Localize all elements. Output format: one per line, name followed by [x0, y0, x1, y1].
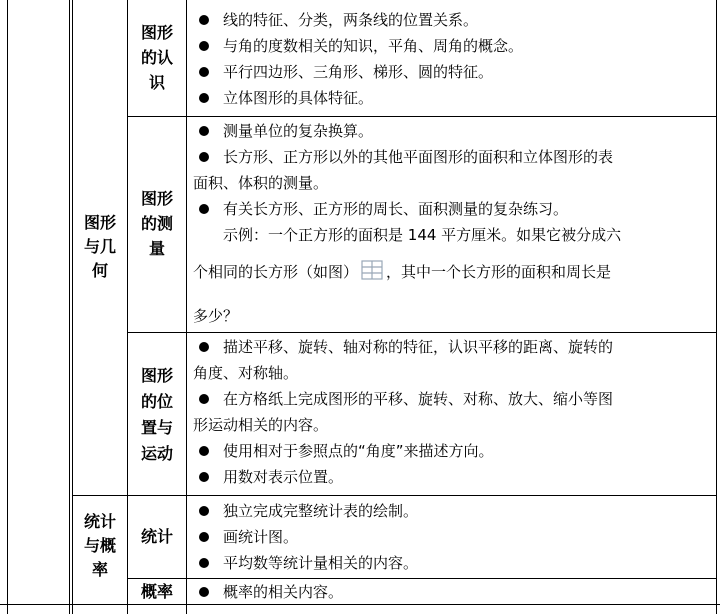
divided-square-icon — [361, 251, 383, 299]
list-item: 有关长方形、正方形的周长、面积测量的复杂练习。 — [193, 196, 715, 222]
section-probability-content — [193, 579, 715, 605]
section-recognition-content — [193, 7, 715, 111]
bullet-icon — [199, 67, 209, 77]
category-statistics-line-1: 统计 — [83, 512, 116, 531]
list-item-continuation: 角度、对称轴。 — [193, 364, 299, 382]
section-measurement-label — [128, 186, 186, 261]
bullet-icon — [199, 204, 209, 214]
section-position-line-2: 的位 — [140, 392, 173, 411]
section-recognition-label — [128, 20, 186, 95]
list-item: 长方形、正方形以外的其他平面图形的面积和立体图形的表 — [193, 144, 715, 170]
list-item: 立体图形的具体特征。 — [193, 85, 715, 111]
category-statistics-label — [73, 510, 127, 582]
category-geometry-line-3: 何 — [91, 261, 108, 280]
bullet-icon — [199, 446, 209, 456]
category-geometry-line-2: 与几 — [83, 237, 116, 256]
section-position-line-4: 运动 — [140, 444, 173, 463]
list-item: 画统计图。 — [193, 524, 715, 550]
example-line-3: 多少？ — [193, 307, 239, 325]
list-item: 概率的相关内容。 — [193, 579, 715, 605]
list-item: 测量单位的复杂换算。 — [193, 118, 715, 144]
bullet-icon — [199, 532, 209, 542]
example-line-1: 示例：一个正方形的面积是 144 平方厘米。如果它被分成六 — [223, 226, 622, 244]
list-item-continuation: 形运动相关的内容。 — [193, 416, 329, 434]
section-recognition-line-3: 识 — [148, 73, 165, 92]
section-statistics-text: 统计 — [140, 527, 173, 546]
section-recognition-line-2: 的认 — [140, 48, 173, 67]
list-item: 平行四边形、三角形、梯形、圆的特征。 — [193, 59, 715, 85]
section-statistics-label — [128, 524, 186, 549]
list-item: 使用相对于参照点的“角度”来描述方向。 — [193, 438, 715, 464]
list-item-continuation: 面积、体积的测量。 — [193, 174, 329, 192]
section-recognition-line-1: 图形 — [140, 23, 173, 42]
bullet-icon — [199, 15, 209, 25]
bullet-icon — [199, 93, 209, 103]
category-statistics-line-2: 与概 — [83, 536, 116, 555]
column-divider-category — [69, 0, 70, 614]
bullet-icon — [199, 152, 209, 162]
bullet-icon — [199, 558, 209, 568]
section-measurement-line-1: 图形 — [140, 189, 173, 208]
section-probability-label — [128, 579, 186, 604]
section-position-content — [193, 334, 715, 490]
bullet-icon — [199, 394, 209, 404]
row-divider-1 — [127, 116, 717, 117]
bullet-icon — [199, 342, 209, 352]
list-item: 线的特征、分类，两条线的位置关系。 — [193, 7, 715, 33]
section-statistics-content — [193, 498, 715, 576]
bullet-icon — [199, 126, 209, 136]
category-geometry-label — [73, 211, 127, 283]
section-measurement-line-3: 量 — [148, 239, 165, 258]
bullet-icon — [199, 41, 209, 51]
row-divider-3 — [72, 495, 717, 496]
list-item: 与角的度数相关的知识，平角、周角的概念。 — [193, 33, 715, 59]
bullet-icon — [199, 506, 209, 516]
list-item: 平均数等统计量相关的内容。 — [193, 550, 715, 576]
section-position-line-1: 图形 — [140, 366, 173, 385]
section-position-line-3: 置与 — [140, 418, 173, 437]
column-divider-content — [186, 0, 187, 614]
category-geometry-line-1: 图形 — [83, 213, 116, 232]
table-border-right — [716, 0, 717, 614]
example-line-2: 个相同的长方形（如图） ，其中一个长方形的面积和周长是 — [193, 248, 715, 299]
section-position-label — [128, 363, 186, 467]
section-measurement-content — [193, 118, 715, 333]
list-item: 描述平移、旋转、轴对称的特征，认识平移的距离、旋转的 — [193, 334, 715, 360]
table-border-left — [7, 0, 8, 614]
list-item: 在方格纸上完成图形的平移、旋转、对称、放大、缩小等图 — [193, 386, 715, 412]
list-item: 独立完成完整统计表的绘制。 — [193, 498, 715, 524]
list-item: 用数对表示位置。 — [193, 464, 715, 490]
section-measurement-line-2: 的测 — [140, 214, 173, 233]
bullet-icon — [199, 587, 209, 597]
section-probability-text: 概率 — [140, 582, 173, 601]
bullet-icon — [199, 472, 209, 482]
category-statistics-line-3: 率 — [91, 560, 108, 579]
